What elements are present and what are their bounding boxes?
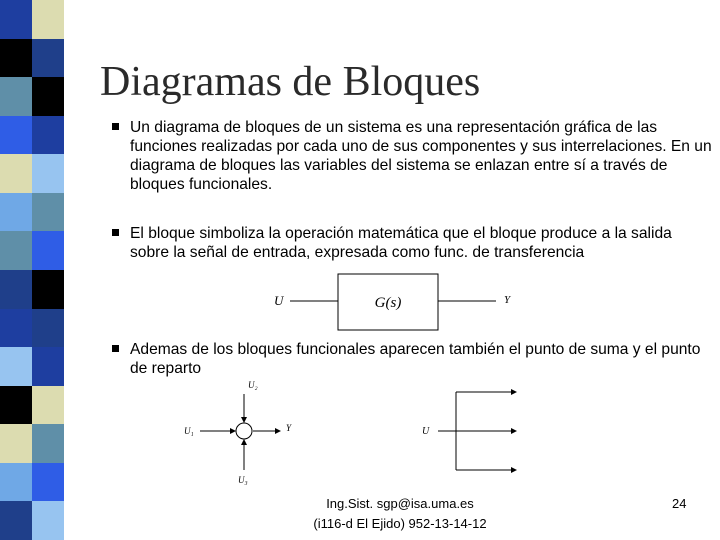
stripe-block (32, 424, 64, 463)
summing-junction (236, 423, 252, 439)
sum-bottom-label: U₃ (238, 475, 248, 485)
stripe-block (32, 39, 64, 78)
footer-contact: Ing.Sist. sgp@isa.uma.es (326, 496, 474, 511)
sum-output-label: Y (286, 423, 292, 433)
stripe-block (32, 0, 64, 39)
input-label: U (274, 293, 284, 308)
stripe-block (32, 77, 64, 116)
stripe-block (32, 193, 64, 232)
stripe-block (0, 270, 32, 309)
split-input-label: U (422, 426, 430, 437)
bullet-square-icon (112, 224, 119, 243)
stripe-block (0, 231, 32, 270)
bullet-text: El bloque simboliza la operación matemática que el bloque produce a la salida sobre la señal de entrada, expresada como func. de transferencia (130, 225, 672, 261)
decorative-stripe (0, 0, 64, 540)
stripe-block (0, 193, 32, 232)
slide-footer (300, 494, 500, 534)
sum-left-label: U₁ (184, 426, 194, 436)
stripe-block (0, 116, 32, 155)
sum-point-diagram (176, 374, 310, 486)
stripe-block (0, 39, 32, 78)
page-number: 24 (672, 496, 687, 511)
stripe-column-left (0, 0, 32, 540)
stripe-block (0, 0, 32, 39)
bullet-text: Un diagrama de bloques de un sistema es una representación gráfica de las funciones realizadas por cada uno de sus componentes y sus interrelaciones. En un diagrama de bloques las variables del sistema se enlazan entre sí a través de bloques funcionales. (130, 119, 712, 193)
bullet-square-icon (112, 118, 119, 137)
stripe-block (0, 463, 32, 502)
block-label: G(s) (374, 295, 402, 311)
bullet-square-icon (112, 340, 119, 359)
stripe-block (32, 386, 64, 425)
block-diagram (260, 270, 520, 334)
sum-top-label: U₂ (248, 380, 258, 390)
bullet-text: Ademas de los bloques funcionales aparecen también el punto de suma y el punto de reparto (130, 341, 701, 377)
stripe-block (32, 347, 64, 386)
stripe-block (0, 501, 32, 540)
stripe-block (0, 386, 32, 425)
footer-location: (i116-d El Ejido) 952-13-14-12 (313, 516, 487, 531)
stripe-block (32, 501, 64, 540)
stripe-block (0, 309, 32, 348)
stripe-block (32, 231, 64, 270)
output-label: Y (504, 294, 511, 306)
stripe-block (0, 424, 32, 463)
stripe-block (0, 77, 32, 116)
split-point-diagram (416, 380, 526, 480)
stripe-block (32, 116, 64, 155)
stripe-block (32, 154, 64, 193)
stripe-block (0, 347, 32, 386)
stripe-block (32, 463, 64, 502)
stripe-block (32, 270, 64, 309)
stripe-block (0, 154, 32, 193)
stripe-column-right (32, 0, 64, 540)
slide-title: Diagramas de Bloques (100, 59, 481, 105)
stripe-block (32, 309, 64, 348)
